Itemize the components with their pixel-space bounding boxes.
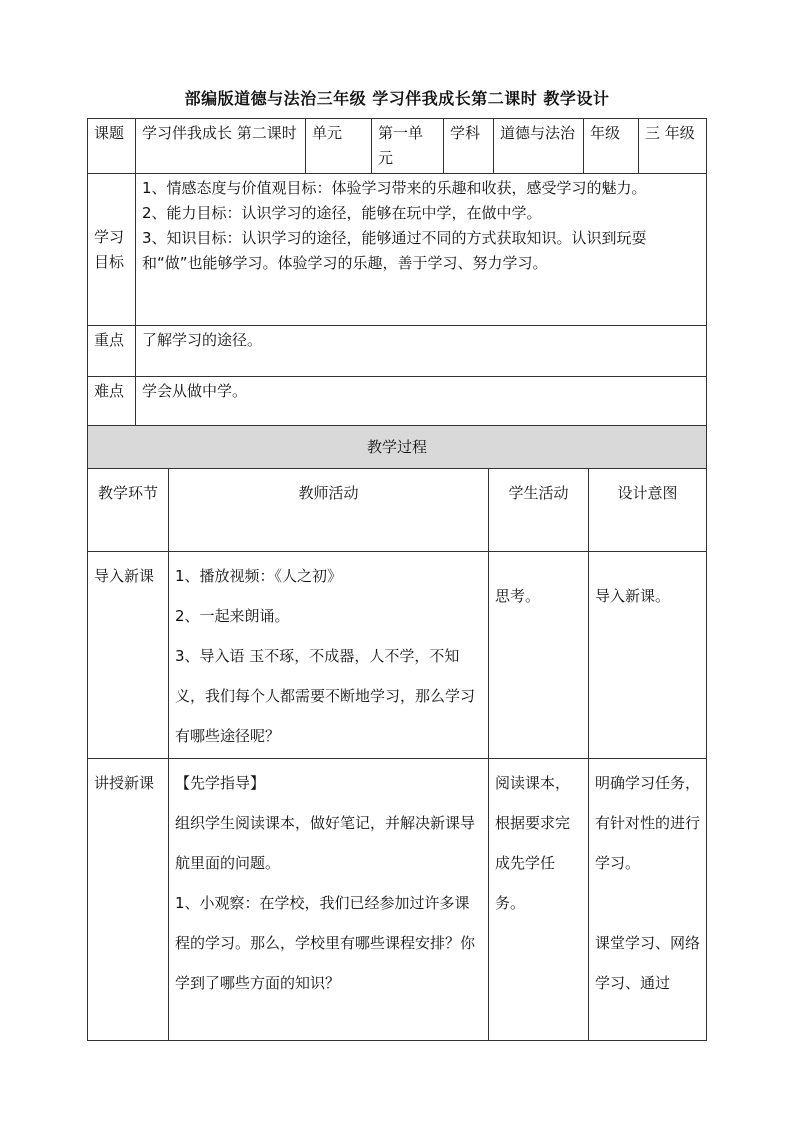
teacher-activity-teaching bbox=[169, 759, 489, 1041]
subject-value: 道德与法治 bbox=[494, 119, 584, 174]
teaching-guide-title: 【先学指导】 bbox=[175, 774, 266, 792]
col-teacher-header: 教师活动 bbox=[169, 469, 489, 552]
unit-value: 第一单元 bbox=[372, 119, 444, 174]
intro-step-1: 1、播放视频：《人之初》 bbox=[175, 567, 343, 585]
grade-label: 年级 bbox=[584, 119, 639, 174]
goals-label: 学习目标 bbox=[88, 174, 136, 326]
intro-step-3: 3、导入语 玉不琢，不成器，人不学，不知义，我们每个人都需要不断地学习，那么学习有哪些途径呢？ bbox=[175, 647, 476, 745]
key-value: 了解学习的途径。 bbox=[136, 326, 707, 377]
topic-label: 课题 bbox=[88, 119, 136, 174]
col-student-header: 学生活动 bbox=[489, 469, 589, 552]
teaching-guide-text: 组织学生阅读课本，做好笔记，并解决新课导航里面的问题。 bbox=[175, 814, 476, 872]
col-stage-header: 教学环节 bbox=[88, 469, 169, 552]
intro-step-2: 2、一起来朗诵。 bbox=[175, 607, 290, 625]
process-table bbox=[87, 425, 707, 1041]
student-activity-teaching: 阅读课本，根据要求完成先学任务。 bbox=[489, 759, 589, 1041]
goals-content bbox=[136, 174, 707, 326]
difficulty-value: 学会从做中学。 bbox=[136, 377, 707, 428]
topic-value: 学习伴我成长 第二课时 bbox=[136, 119, 306, 174]
intent-teaching-b: 课堂学习、网络学习、通过 bbox=[595, 934, 701, 992]
intent-intro: 导入新课。 bbox=[589, 552, 707, 759]
page-title: 部编版道德与法治三年级 学习伴我成长第二课时 教学设计 bbox=[184, 89, 610, 108]
subject-label: 学科 bbox=[444, 119, 494, 174]
difficulty-label: 难点 bbox=[88, 377, 136, 428]
teaching-step-1: 1、小观察：在学校，我们已经参加过许多课程的学习。那么，学校里有哪些课程安排？你学到了哪些方面的知识？ bbox=[175, 894, 476, 992]
goal-line-2: 2、能力目标：认识学习的途径，能够在玩中学，在做中学。 bbox=[142, 204, 542, 222]
unit-label: 单元 bbox=[306, 119, 372, 174]
stage-intro: 导入新课 bbox=[88, 552, 169, 759]
grade-value: 三 年级 bbox=[639, 119, 707, 174]
teacher-activity-intro bbox=[169, 552, 489, 759]
goal-line-1: 1、情感态度与价值观目标：体验学习带来的乐趣和收获，感受学习的魅力。 bbox=[142, 179, 647, 197]
intent-teaching bbox=[589, 759, 707, 1041]
key-label: 重点 bbox=[88, 326, 136, 377]
col-intent-header: 设计意图 bbox=[589, 469, 707, 552]
stage-teaching: 讲授新课 bbox=[88, 759, 169, 1041]
lesson-info-table bbox=[87, 118, 707, 428]
goal-line-3: 3、知识目标：认识学习的途径，能够通过不同的方式获取知识。认识到玩耍和“做”也能够学习。体验学习的乐趣，善于学习、努力学习。 bbox=[142, 229, 647, 272]
intent-teaching-a: 明确学习任务，有针对性的进行学习。 bbox=[595, 774, 701, 872]
process-header: 教学过程 bbox=[88, 426, 707, 469]
student-activity-intro: 思考。 bbox=[489, 552, 589, 759]
